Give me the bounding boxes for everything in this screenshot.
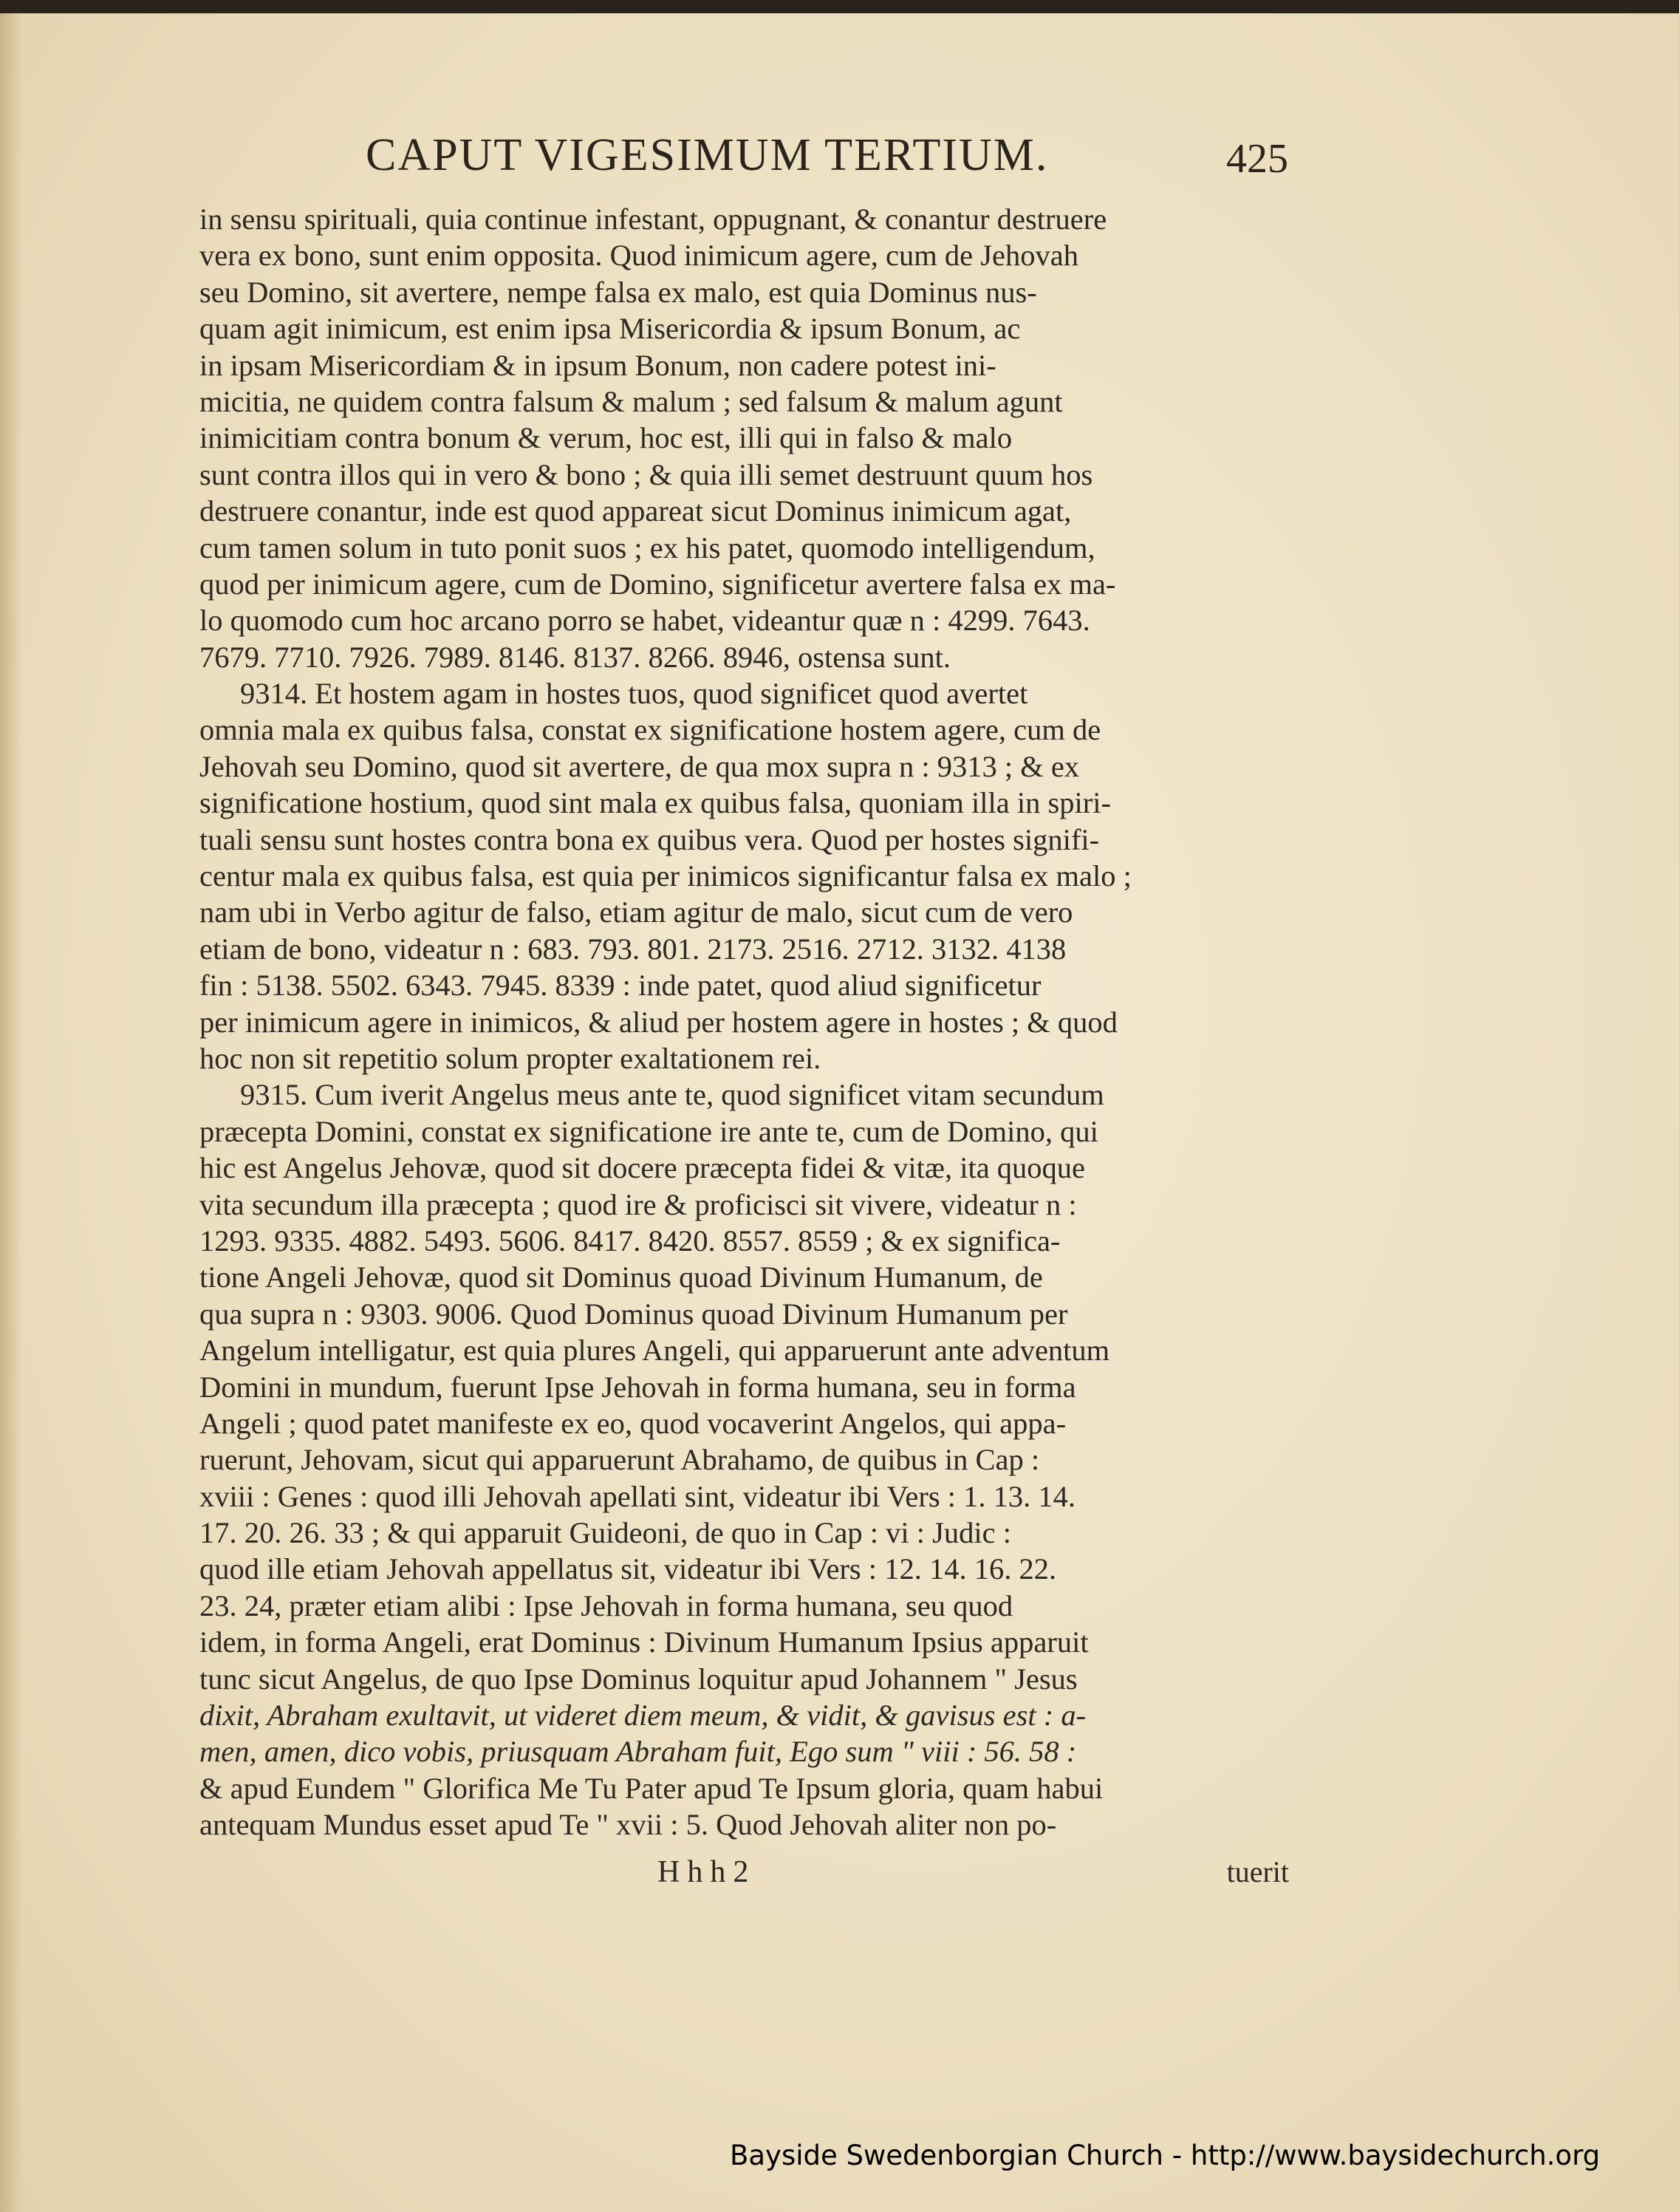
text-line: inimicitiam contra bonum & verum, hoc est, illi qui in falso & malo	[199, 421, 1013, 455]
text-line: quod per inimicum agere, cum de Domino, significetur avertere falsa ex ma-	[199, 567, 1116, 601]
text-line: micitia, ne quidem contra falsum & malum ; sed falsum & malum agunt	[199, 384, 1063, 418]
text-line: præcepta Domini, constat ex significatione ire ante te, cum de Domino, qui	[199, 1114, 1098, 1148]
text-line: vita secundum illa præcepta ; quod ire & proficisci sit vivere, videatur n :	[199, 1187, 1077, 1221]
text-line: idem, in forma Angeli, erat Dominus : Divinum Humanum Ipsius apparuit	[199, 1625, 1089, 1659]
text-line: lo quomodo cum hoc arcano porro se habet, videantur quæ n : 4299. 7643.	[199, 604, 1090, 638]
text-line: 17. 20. 26. 33 ; & qui apparuit Guideoni, de quo in Cap : vi : Judic :	[199, 1516, 1012, 1550]
text-line: tuali sensu sunt hostes contra bona ex quibus vera. Quod per hostes signifi-	[199, 822, 1100, 856]
text-line: significatione hostium, quod sint mala ex quibus falsa, quoniam illa in spiri-	[199, 786, 1111, 820]
page-number: 425	[1226, 136, 1288, 182]
text-line: vera ex bono, sunt enim opposita. Quod inimicum agere, cum de Jehovah	[199, 239, 1078, 273]
quotation-line: dixit, Abraham exultavit, ut videret diem meum, & vidit, & gavisus est : a-	[199, 1699, 1087, 1733]
text-line: in sensu spirituali, quia continue infestant, oppugnant, & conantur destruere	[199, 202, 1107, 236]
text-line: qua supra n : 9303. 9006. Quod Dominus quoad Divinum Humanum per	[199, 1297, 1068, 1331]
text-line: Jehovah seu Domino, quod sit avertere, de qua mox supra n : 9313 ; & ex	[199, 749, 1080, 783]
text-line: Domini in mundum, fuerunt Ipse Jehovah in forma humana, seu in forma	[199, 1370, 1076, 1404]
text-line: in ipsam Misericordiam & in ipsum Bonum, non cadere potest ini-	[199, 348, 996, 382]
signature-mark: Hhh2	[657, 1855, 756, 1889]
text-line: 7679. 7710. 7926. 7989. 8146. 8137. 8266. 8946, ostensa sunt.	[199, 640, 951, 674]
text-line: etiam de bono, videatur n : 683. 793. 801. 2173. 2516. 2712. 3132. 4138	[199, 932, 1067, 966]
text-line: sunt contra illos qui in vero & bono ; & quia illi semet destruunt quum hos	[199, 457, 1093, 491]
text-line: omnia mala ex quibus falsa, constat ex significatione hostem agere, cum de	[199, 713, 1101, 747]
text-line: tunc sicut Angelus, de quo Ipse Dominus loquitur apud Johannem " Jesus	[199, 1662, 1078, 1696]
text-line: antequam Mundus esset apud Te " xvii : 5. Quod Jehovah aliter non po-	[199, 1808, 1057, 1842]
text-line: Angelum intelligatur, est quia plures Angeli, qui apparuerunt ante adventum	[199, 1334, 1110, 1368]
source-watermark: Bayside Swedenborgian Church - http://www.baysidechurch.org	[730, 2140, 1601, 2171]
quotation-line: men, amen, dico vobis, priusquam Abraham fuit, Ego sum " viii : 56. 58 :	[199, 1735, 1077, 1769]
text-line: centur mala ex quibus falsa, est quia per inimicos significantur falsa ex malo ;	[199, 859, 1132, 893]
text-line: quam agit inimicum, est enim ipsa Misericordia & ipsum Bonum, ac	[199, 312, 1021, 346]
text-line: destruere conantur, inde est quod appareat sicut Dominus inimicum agat,	[199, 494, 1072, 528]
catchword: tuerit	[1226, 1855, 1289, 1888]
text-line: xviii : Genes : quod illi Jehovah apellati sint, videatur ibi Vers : 1. 13. 14.	[199, 1479, 1076, 1513]
paragraph-9315-start: 9315. Cum iverit Angelus meus ante te, quod significet vitam secundum	[240, 1078, 1104, 1112]
text-line: quod ille etiam Jehovah appellatus sit, videatur ibi Vers : 12. 14. 16. 22.	[199, 1552, 1057, 1586]
text-line: ruerunt, Jehovam, sicut qui apparuerunt Abrahamo, de quibus in Cap :	[199, 1443, 1040, 1477]
text-line: Angeli ; quod patet manifeste ex eo, quod vocaverint Angelos, qui appa-	[199, 1406, 1067, 1440]
text-line: & apud Eundem " Glorifica Me Tu Pater apud Te Ipsum gloria, quam habui	[199, 1771, 1104, 1805]
text-line: cum tamen solum in tuto ponit suos ; ex his patet, quomodo intelligendum,	[199, 530, 1095, 564]
paragraph-9314-start: 9314. Et hostem agam in hostes tuos, quod significet quod avertet	[240, 677, 1028, 711]
text-line: fin : 5138. 5502. 6343. 7945. 8339 : inde patet, quod aliud significetur	[199, 969, 1042, 1003]
text-line: per inimicum agere in inimicos, & aliud per hostem agere in hostes ; & quod	[199, 1005, 1118, 1039]
page-header	[199, 129, 1307, 188]
text-line: hoc non sit repetitio solum propter exaltationem rei.	[199, 1041, 821, 1075]
text-line: nam ubi in Verbo agitur de falso, etiam agitur de malo, sicut cum de vero	[199, 895, 1073, 929]
page-top-edge	[0, 0, 1679, 13]
text-line: 23. 24, præter etiam alibi : Ipse Jehovah in forma humana, seu quod	[199, 1588, 1013, 1622]
text-line: 1293. 9335. 4882. 5493. 5606. 8417. 8420. 8557. 8559 ; & ex significa-	[199, 1223, 1061, 1257]
text-line: tione Angeli Jehovæ, quod sit Dominus quoad Divinum Humanum, de	[199, 1260, 1043, 1294]
body-text	[199, 201, 1289, 1843]
text-line: hic est Angelus Jehovæ, quod sit docere præcepta fidei & vitæ, ita quoque	[199, 1151, 1086, 1185]
page-binding-shadow	[0, 13, 22, 2212]
page-footer	[199, 1854, 1289, 1891]
text-line: seu Domino, sit avertere, nempe falsa ex malo, est quia Dominus nus-	[199, 275, 1037, 309]
running-title: CAPUT VIGESIMUM TERTIUM.	[366, 130, 1049, 180]
